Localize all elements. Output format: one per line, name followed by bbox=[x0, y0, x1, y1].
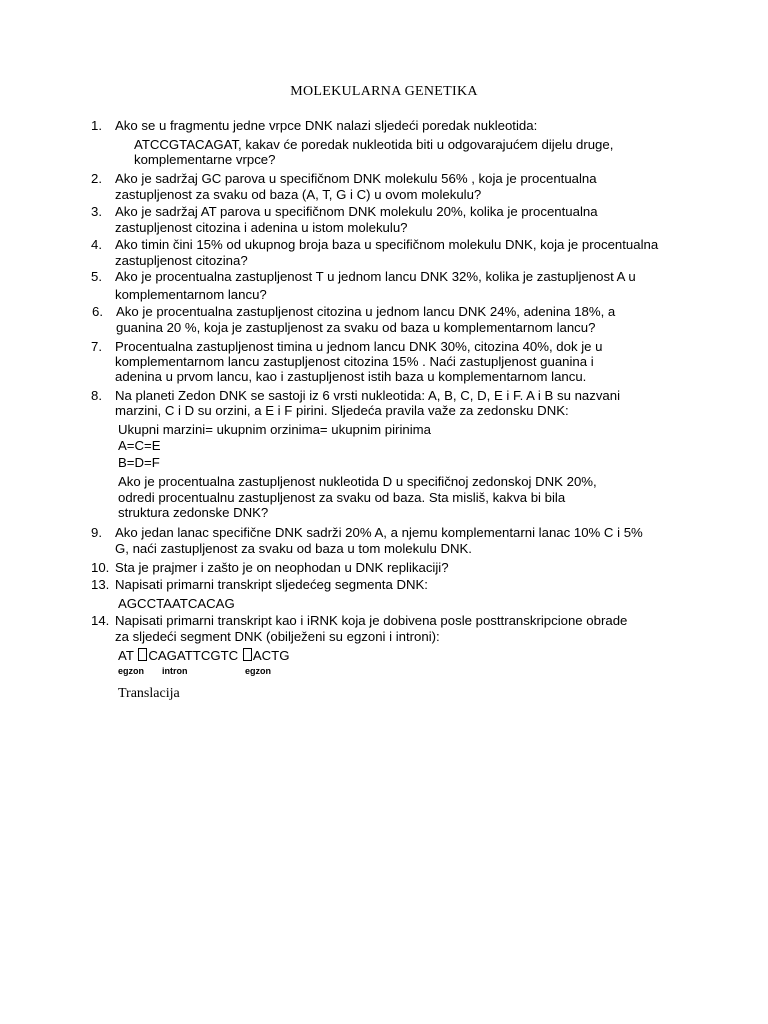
question-text: Sta je prajmer i zašto je on neophodan u DNK replikaciji? bbox=[115, 560, 449, 575]
q1-sequence-line: ATCCGTACAGAT, kakav će poredak nukleotida biti u odgovarajućem dijelu druge, bbox=[134, 137, 614, 152]
q8-question-line: odredi procentualnu zastupljenost za svaku od baza. Sta misliš, kakva bi bila bbox=[118, 490, 566, 505]
question-number: 5. bbox=[91, 269, 102, 284]
question-text: Procentualna zastupljenost timina u jednom lancu DNK 30%, citozina 40%, dok je u bbox=[115, 339, 603, 354]
exon-label: egzon bbox=[118, 666, 144, 676]
question-text: adenina u prvom lancu, kao i zastupljenost istih baza u komplementarnom lancu. bbox=[115, 369, 587, 384]
q8-question-line: Ako je procentualna zastupljenost nukleotida D u specifičnoj zedonskoj DNK 20%, bbox=[118, 474, 597, 489]
question-number: 10. bbox=[91, 560, 110, 575]
question-number: 4. bbox=[91, 237, 102, 252]
q14-sequence bbox=[118, 648, 289, 664]
q1-sequence-line: komplementarne vrpce? bbox=[134, 152, 276, 167]
question-number: 13. bbox=[91, 577, 110, 592]
question-text: zastupljenost za svaku od baza (A, T, G i C) u ovom molekulu? bbox=[115, 187, 482, 202]
question-text: komplementarnom lancu zastupljenost citozina 15% . Naći zastupljenost guanina i bbox=[115, 354, 594, 369]
question-text: Napisati primarni transkript sljedećeg segmenta DNK: bbox=[115, 577, 428, 592]
question-number: 7. bbox=[91, 339, 102, 354]
q8-rule: A=C=E bbox=[118, 438, 161, 453]
question-number: 2. bbox=[91, 171, 102, 186]
exon-sequence: AT bbox=[118, 648, 138, 663]
question-text: Na planeti Zedon DNK se sastoji iz 6 vrsti nukleotida: A, B, C, D, E i F. A i B su nazvani bbox=[115, 388, 621, 403]
question-number: 6. bbox=[92, 304, 103, 319]
question-text: Ako jedan lanac specifične DNK sadrži 20% A, a njemu komplementarni lanac 10% C i 5% bbox=[115, 525, 643, 540]
question-text: Ako timin čini 15% od ukupnog broja baza u specifičnom molekulu DNK, koja je procentualna bbox=[115, 237, 659, 252]
question-text: za sljedeći segment DNK (obilježeni su egzoni i introni): bbox=[115, 629, 440, 644]
question-text: Ako je sadržaj AT parova u specifičnom DNK molekulu 20%, kolika je procentualna bbox=[115, 204, 598, 219]
question-text: Napisati primarni transkript kao i iRNK koja je dobivena posle posttranskripcione obrade bbox=[115, 613, 628, 628]
intron-sequence: CAGATTCGTC bbox=[148, 648, 242, 663]
question-text: Ako je procentualna zastupljenost T u jednom lancu DNK 32%, kolika je zastupljenost A u bbox=[115, 269, 636, 284]
question-number: 14. bbox=[91, 613, 110, 628]
question-text: G, naći zastupljenost za svaku od baza u tom molekulu DNK. bbox=[115, 541, 472, 556]
question-text: zastupljenost citozina i adenina u istom molekulu? bbox=[115, 220, 408, 235]
q13-sequence: AGCCTAATCACAG bbox=[118, 596, 235, 611]
q8-rule: B=D=F bbox=[118, 455, 160, 470]
question-number: 1. bbox=[91, 118, 102, 133]
question-text: marzini, C i D su orzini, a E i F pirini. Sljedeća pravila važe za zedonsku DNK: bbox=[115, 403, 569, 418]
exon-sequence: ACTG bbox=[252, 648, 290, 663]
question-number: 3. bbox=[91, 204, 102, 219]
page-title: MOLEKULARNA GENETIKA bbox=[290, 84, 478, 99]
question-text: zastupljenost citozina? bbox=[115, 253, 248, 268]
question-text: guanina 20 %, koja je zastupljenost za svaku od baza u komplementarnom lancu? bbox=[116, 320, 596, 335]
question-text: komplementarnom lancu? bbox=[115, 287, 267, 302]
question-text: Ako je sadržaj GC parova u specifičnom DNK molekulu 56% , koja je procentualna bbox=[115, 171, 597, 186]
exon-label: egzon bbox=[245, 666, 271, 676]
question-text: Ako je procentualna zastupljenost citozina u jednom lancu DNK 24%, adenina 18%, a bbox=[116, 304, 616, 319]
question-number: 8. bbox=[91, 388, 102, 403]
section-translation: Translacija bbox=[118, 686, 180, 701]
intron-label: intron bbox=[162, 666, 188, 676]
question-number: 9. bbox=[91, 525, 102, 540]
question-text: Ako se u fragmentu jedne vrpce DNK nalazi sljedeći poredak nukleotida: bbox=[115, 118, 538, 133]
missing-glyph-box-icon bbox=[243, 648, 252, 661]
q8-question-line: struktura zedonske DNK? bbox=[118, 505, 269, 520]
missing-glyph-box-icon bbox=[138, 648, 147, 661]
q8-rule: Ukupni marzini= ukupnim orzinima= ukupnim pirinima bbox=[118, 422, 431, 437]
